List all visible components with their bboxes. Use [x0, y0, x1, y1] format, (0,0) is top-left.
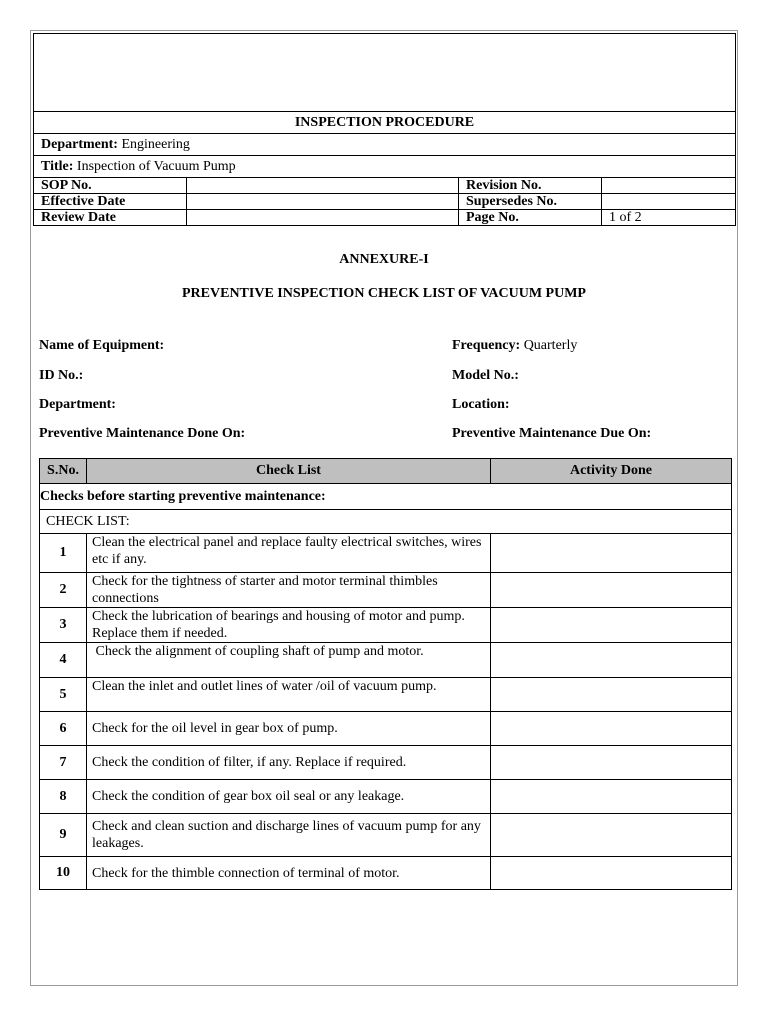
sop-value: [187, 178, 459, 194]
row-activity-cell[interactable]: [491, 573, 732, 608]
row-number: 7: [40, 746, 87, 780]
sop-label: SOP No.: [34, 178, 187, 194]
page-no-label: Page No.: [459, 210, 602, 226]
pm-due-label: Preventive Maintenance Due On:: [452, 426, 652, 441]
row-number: 9: [40, 814, 87, 857]
row-check-item: Check the lubrication of bearings and housing of motor and pump. Replace them if needed.: [87, 608, 491, 643]
row-activity-cell[interactable]: [491, 857, 732, 890]
sub-heading: CHECK LIST:: [40, 510, 732, 534]
equipment-name-field: [39, 338, 164, 354]
table-row: [40, 534, 732, 573]
row-activity-cell[interactable]: [491, 814, 732, 857]
location-label: Location:: [452, 397, 510, 412]
revision-value: [602, 178, 736, 194]
table-row: [40, 643, 732, 678]
row-number: 2: [40, 573, 87, 608]
row-number: 6: [40, 712, 87, 746]
annexure-heading: ANNEXURE-I: [339, 252, 429, 267]
row-check-item: Check the alignment of coupling shaft of pump and motor.: [87, 643, 491, 678]
row-number: 1: [40, 534, 87, 573]
row-check-item: Check for the thimble connection of terminal of motor.: [87, 857, 491, 890]
table-row: [40, 746, 732, 780]
location-field: [452, 397, 510, 413]
row-check-item: Clean the inlet and outlet lines of water /oil of vacuum pump.: [87, 678, 491, 712]
supersedes-value: [602, 194, 736, 210]
table-row: [40, 712, 732, 746]
page-no-value: 1 of 2: [602, 210, 736, 226]
row-activity-cell[interactable]: [491, 678, 732, 712]
table-row: [40, 780, 732, 814]
row-number: 4: [40, 643, 87, 678]
procedure-title: INSPECTION PROCEDURE: [34, 112, 736, 134]
revision-label: Revision No.: [459, 178, 602, 194]
title-row: [34, 156, 736, 178]
frequency-label: Frequency:: [452, 338, 521, 353]
row-check-item: Check for the oil level in gear box of pump.: [87, 712, 491, 746]
model-no-field: [452, 368, 519, 384]
frequency-field: [452, 338, 577, 354]
department-value: Engineering: [121, 137, 190, 152]
column-header-check-list: Check List: [87, 459, 491, 484]
row-check-item: Clean the electrical panel and replace faulty electrical switches, wires etc if any.: [87, 534, 491, 573]
pm-due-field: [452, 426, 651, 442]
row-activity-cell[interactable]: [491, 780, 732, 814]
logo-area: [34, 34, 736, 112]
row-check-item: Check the condition of filter, if any. Replace if required.: [87, 746, 491, 780]
row-activity-cell[interactable]: [491, 712, 732, 746]
supersedes-label: Supersedes No.: [459, 194, 602, 210]
row-number: 8: [40, 780, 87, 814]
row-activity-cell[interactable]: [491, 534, 732, 573]
effective-date-label: Effective Date: [34, 194, 187, 210]
department-field: [39, 397, 116, 413]
row-check-item: Check for the tightness of starter and motor terminal thimbles connections: [87, 573, 491, 608]
doc-title-label: Title:: [41, 159, 74, 174]
table-row: [40, 573, 732, 608]
department-label: Department:: [41, 137, 118, 152]
review-date-label: Review Date: [34, 210, 187, 226]
info-department-label: Department:: [39, 397, 116, 412]
column-header-activity-done: Activity Done: [491, 459, 732, 484]
effective-date-value: [187, 194, 459, 210]
id-no-field: [39, 368, 83, 384]
pm-done-field: [39, 426, 245, 442]
checklist-title: PREVENTIVE INSPECTION CHECK LIST OF VACUUM PUMP: [182, 286, 586, 301]
row-number: 10: [40, 857, 87, 890]
equipment-label: Name of Equipment:: [39, 338, 165, 353]
row-check-item: Check and clean suction and discharge lines of vacuum pump for any leakages.: [87, 814, 491, 857]
row-check-item: Check the condition of gear box oil seal or any leakage.: [87, 780, 491, 814]
column-header-sno: S.No.: [40, 459, 87, 484]
doc-title-value: Inspection of Vacuum Pump: [76, 159, 236, 174]
document-header: [33, 33, 736, 226]
table-row: [40, 678, 732, 712]
review-date-value: [187, 210, 459, 226]
row-activity-cell[interactable]: [491, 643, 732, 678]
table-row: [40, 608, 732, 643]
row-activity-cell[interactable]: [491, 608, 732, 643]
pm-done-label: Preventive Maintenance Done On:: [39, 426, 246, 441]
department-row: [34, 134, 736, 156]
frequency-value: Quarterly: [523, 338, 578, 353]
table-row: [40, 857, 732, 890]
checklist-table: [39, 458, 732, 890]
row-number: 3: [40, 608, 87, 643]
table-row: [40, 814, 732, 857]
section-heading: Checks before starting preventive maintenance:: [40, 484, 732, 510]
model-no-label: Model No.:: [452, 368, 519, 383]
row-number: 5: [40, 678, 87, 712]
row-activity-cell[interactable]: [491, 746, 732, 780]
id-no-label: ID No.:: [39, 368, 84, 383]
